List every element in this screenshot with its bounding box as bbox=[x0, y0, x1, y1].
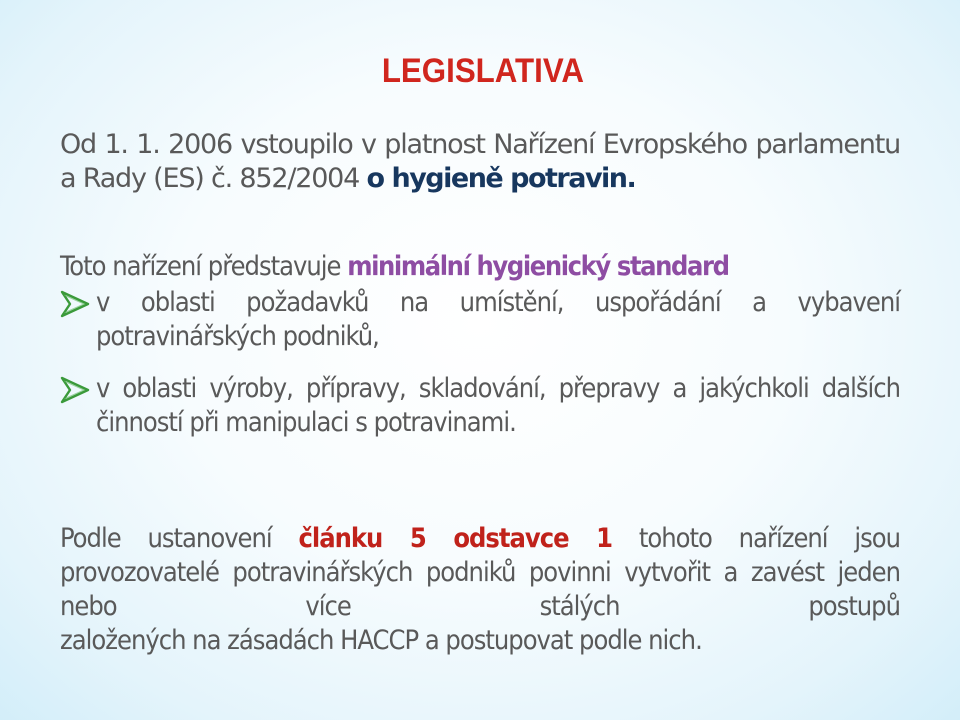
intro-paragraph bbox=[60, 128, 900, 196]
haccp-article: článku 5 odstavce 1 bbox=[298, 523, 613, 554]
slide-title: LEGISLATIVA bbox=[381, 52, 584, 90]
bullet-text-2: v oblasti výroby, přípravy, skladování, přepravy a jakýchkoli dalších činností při manipulaci s potravinami. bbox=[96, 373, 900, 438]
haccp-paragraph bbox=[60, 522, 900, 658]
arrow-bullet-icon bbox=[60, 290, 90, 318]
arrow-bullet-icon bbox=[60, 376, 90, 404]
haccp-after: tohoto nařízení jsou provozovatelé potravinářských podniků povinni vytvořit a zavést jeden nebo více stálých postupů bbox=[60, 523, 901, 622]
intro-bold-text: o hygieně potravin. bbox=[366, 163, 636, 194]
standard-paragraph bbox=[60, 250, 900, 284]
bullet-text-1: v oblasti požadavků na umístění, uspořádání a vybavení potravinářských podniků, bbox=[96, 287, 900, 352]
standard-intro: Toto nařízení představuje bbox=[60, 251, 348, 282]
bullet-item-1 bbox=[60, 286, 900, 354]
haccp-before: Podle ustanovení bbox=[60, 523, 299, 554]
standard-highlight: minimální hygienický standard bbox=[347, 251, 729, 282]
intro-text: Od 1. 1. 2006 vstoupilo v platnost Nařízení Evropského parlamentu a Rady (ES) č. 852/2004 bbox=[60, 129, 900, 194]
bullet-item-2 bbox=[60, 372, 900, 440]
haccp-last-line: založených na zásadách HACCP a postupovat podle nich. bbox=[60, 625, 702, 656]
